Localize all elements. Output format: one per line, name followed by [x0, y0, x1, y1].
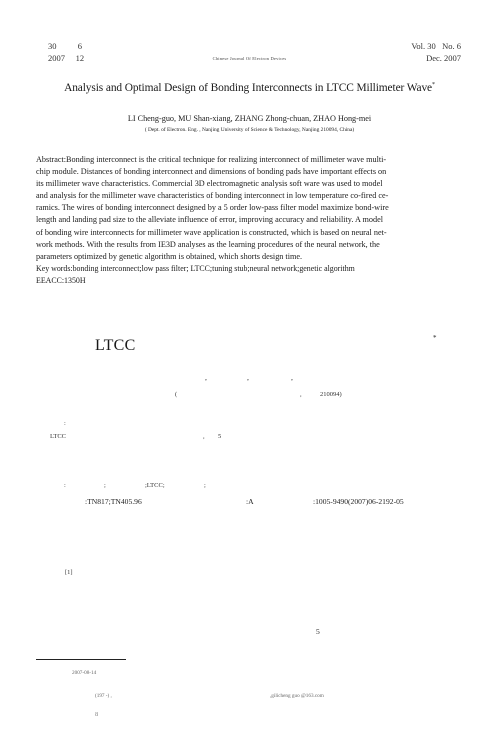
cn-abstract-number: 5 [218, 433, 222, 440]
header-volume: Vol. 30 No. 6 [411, 41, 461, 51]
cn-abstract-ltcc: LTCC [50, 433, 67, 440]
cn-author-sep: , [205, 373, 207, 382]
reference-mark: [1] [65, 569, 73, 576]
eeacc-code: EEACC:1350H [36, 276, 86, 285]
cn-keywords-ltcc: ;LTCC; [145, 482, 165, 489]
cn-affil-open: ( [175, 391, 178, 398]
cn-author-sep: , [291, 373, 293, 382]
author-email: ,gilicheng guo @163.com [270, 693, 324, 699]
abstract-line: its millimeter wave characteristics. Commercial 3D electromagnetic analysis soft ware was used to model [36, 179, 383, 189]
abstract-line: ramics. The wires of bonding interconnect designed by a 5 order low-pass filter model maximize bond-wire [36, 203, 389, 213]
journal-name: Chinese Journal Of Electron Devices [212, 56, 287, 61]
abstract-line: parameters optimized by genetic algorithm is obtained, which shorts design time. [36, 251, 303, 261]
cn-affil-comma: , [300, 391, 302, 398]
cn-keywords-sep: ; [104, 482, 106, 489]
page-number: 8 [95, 711, 99, 718]
paper-title [0, 82, 499, 94]
cn-affil-code: 210094) [320, 391, 342, 398]
abstract-line: length and landing pad size to the alleviate influence of error, improving accuracy and reliability. A model [36, 215, 383, 225]
header-date: Dec. 2007 [426, 53, 461, 63]
header-volume-cn: 30 6 [48, 41, 82, 51]
abstract-line: of bonding wire interconnects for millimeter wave application is constructed, which is based on neural net- [36, 227, 387, 237]
authors: LI Cheng-guo, MU Shan-xiang, ZHANG Zhong-chuan, ZHAO Hong-mei [127, 114, 372, 123]
cn-title-footnote-mark: * [433, 334, 437, 342]
keywords: Key words:bonding interconnect;low pass filter; LTCC;tuning stub;neural network;genetic algorithm [36, 264, 355, 273]
cn-keywords-colon: : [64, 482, 66, 489]
article-number: :1005-9490(2007)06-2192-05 [313, 497, 404, 506]
clc-number: :TN817;TN405.96 [85, 497, 142, 506]
abstract-line: chip module. Distances of bonding interconnect and dimensions of bonding pads have important effects on [36, 167, 387, 177]
abstract-line: and analysis for the millimeter wave characteristics of bonding interconnect in low temperature co-fired ce- [36, 191, 389, 201]
cn-keywords-sep: ; [204, 482, 206, 489]
received-date: 2007-08-14 [72, 670, 97, 676]
cn-abstract-comma: , [203, 433, 205, 440]
cn-title: LTCC [95, 337, 136, 354]
footnote-rule [36, 659, 126, 660]
cn-author-sep: , [247, 373, 249, 382]
body-number: 5 [316, 627, 320, 636]
title-footnote-mark: * [432, 82, 435, 89]
author-bio: (197 -) , [95, 693, 112, 699]
abstract [36, 154, 462, 263]
affiliation: ( Dept. of Electron. Eng. , Nanjing University of Science & Technology, Nanjing 210094, China) [144, 127, 355, 133]
abstract-line: Abstract:Bonding interconnect is the critical technique for realizing interconnect of millimeter wave multi- [36, 155, 387, 164]
cn-abstract-colon: : [64, 420, 66, 427]
title-text: Analysis and Optimal Design of Bonding Interconnects in LTCC Millimeter Wave [64, 82, 433, 94]
abstract-line: work methods. With the results from IE3D analyses as the learning procedures of the neural network, the [36, 239, 380, 249]
header-date-cn: 2007 12 [48, 53, 85, 63]
document-code: :A [246, 497, 254, 506]
